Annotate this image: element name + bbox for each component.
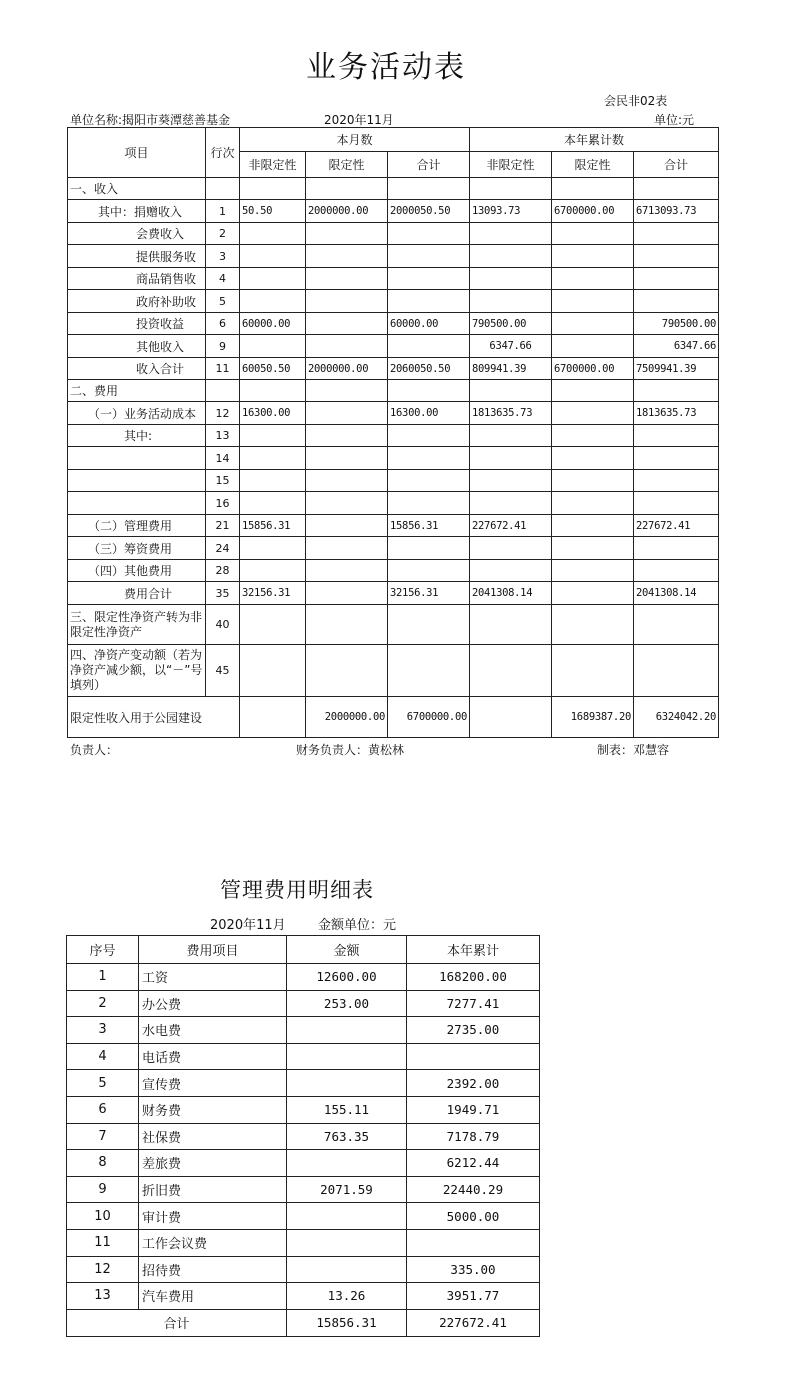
cell-ytd-restricted bbox=[552, 470, 634, 492]
cell-month-restricted bbox=[306, 605, 388, 645]
cell-month-total bbox=[388, 537, 470, 560]
list-item bbox=[67, 1043, 540, 1070]
cell-month-total bbox=[388, 447, 470, 470]
cell-ytd-restricted bbox=[552, 380, 634, 402]
org-name: 单位名称:揭阳市葵潭慈善基金 bbox=[70, 113, 231, 127]
mgmt-header-no: 序号 bbox=[67, 936, 139, 964]
mgmt-ytd: 1949.71 bbox=[407, 1096, 540, 1123]
cell-ytd-total bbox=[634, 560, 719, 582]
row-label: 四、净资产变动额（若为净资产减少额，以“－”号填列） bbox=[68, 645, 206, 697]
mgmt-unit: 金额单位：元 bbox=[318, 918, 397, 933]
list-item bbox=[67, 1017, 540, 1044]
cell-month-restricted bbox=[306, 178, 388, 200]
header-ytd: 本年累计数 bbox=[470, 128, 719, 152]
cell-ytd-total: 790500.00 bbox=[634, 313, 719, 335]
cell-ytd-total: 6347.66 bbox=[634, 335, 719, 358]
cell-ytd-restricted bbox=[552, 515, 634, 537]
cell-ytd-restricted bbox=[552, 313, 634, 335]
cell-month-total bbox=[388, 470, 470, 492]
mgmt-amount: 2071.59 bbox=[287, 1176, 407, 1203]
table-row bbox=[68, 537, 719, 560]
cell-month-total bbox=[388, 335, 470, 358]
mgmt-no: 7 bbox=[67, 1123, 139, 1150]
mgmt-no: 1 bbox=[67, 964, 139, 991]
cell-month-total bbox=[388, 245, 470, 268]
currency-unit: 单位:元 bbox=[654, 113, 695, 127]
row-line-no: 13 bbox=[206, 425, 240, 447]
row-line-no: 6 bbox=[206, 313, 240, 335]
cell-month-unrestricted: 60050.50 bbox=[240, 358, 306, 380]
row-label: 会费收入 bbox=[68, 223, 206, 245]
mgmt-amount bbox=[287, 1256, 407, 1283]
mgmt-amount: 763.35 bbox=[287, 1123, 407, 1150]
header-month-total: 合计 bbox=[388, 152, 470, 178]
mgmt-ytd bbox=[407, 1229, 540, 1256]
cell-ytd-restricted bbox=[552, 492, 634, 515]
row-label: （一）业务活动成本 bbox=[68, 402, 206, 425]
mgmt-amount: 12600.00 bbox=[287, 964, 407, 991]
table-row bbox=[68, 645, 719, 697]
cell-month-unrestricted bbox=[240, 537, 306, 560]
activity-table bbox=[67, 127, 719, 738]
row-label: 费用合计 bbox=[68, 582, 206, 605]
row-line-no: 12 bbox=[206, 402, 240, 425]
table-row bbox=[68, 402, 719, 425]
table-row bbox=[68, 335, 719, 358]
cell-month-unrestricted bbox=[240, 697, 306, 738]
cell-ytd-total: 227672.41 bbox=[634, 515, 719, 537]
cell-ytd-total bbox=[634, 537, 719, 560]
cell-ytd-unrestricted: 227672.41 bbox=[470, 515, 552, 537]
row-label: 三、限定性净资产转为非限定性净资产 bbox=[68, 605, 206, 645]
table-row bbox=[68, 178, 719, 200]
cell-ytd-unrestricted bbox=[470, 537, 552, 560]
mgmt-ytd: 5000.00 bbox=[407, 1203, 540, 1230]
table-row bbox=[68, 380, 719, 402]
list-item bbox=[67, 990, 540, 1017]
cell-ytd-total bbox=[634, 290, 719, 313]
cell-month-restricted bbox=[306, 402, 388, 425]
table-row bbox=[68, 313, 719, 335]
cell-ytd-unrestricted: 809941.39 bbox=[470, 358, 552, 380]
cell-month-total bbox=[388, 380, 470, 402]
row-line-no: 5 bbox=[206, 290, 240, 313]
mgmt-header-ytd: 本年累计 bbox=[407, 936, 540, 964]
mgmt-amount bbox=[287, 1203, 407, 1230]
mgmt-item: 工作会议费 bbox=[139, 1229, 287, 1256]
table-row bbox=[68, 582, 719, 605]
mgmt-ytd: 2735.00 bbox=[407, 1017, 540, 1044]
list-item bbox=[67, 1176, 540, 1203]
mgmt-item: 工资 bbox=[139, 964, 287, 991]
cell-month-total: 32156.31 bbox=[388, 582, 470, 605]
mgmt-ytd: 3951.77 bbox=[407, 1283, 540, 1310]
row-line-no: 15 bbox=[206, 470, 240, 492]
cell-ytd-unrestricted: 13093.73 bbox=[470, 200, 552, 223]
header-month: 本月数 bbox=[240, 128, 470, 152]
cell-ytd-unrestricted: 6347.66 bbox=[470, 335, 552, 358]
table-row bbox=[68, 245, 719, 268]
row-label bbox=[68, 470, 206, 492]
cell-ytd-total: 6713093.73 bbox=[634, 200, 719, 223]
cell-ytd-unrestricted bbox=[470, 605, 552, 645]
mgmt-item: 社保费 bbox=[139, 1123, 287, 1150]
cell-ytd-unrestricted bbox=[470, 645, 552, 697]
cell-ytd-unrestricted bbox=[470, 697, 552, 738]
mgmt-item: 电话费 bbox=[139, 1043, 287, 1070]
row-line-no bbox=[206, 380, 240, 402]
cell-month-total: 16300.00 bbox=[388, 402, 470, 425]
cell-ytd-total bbox=[634, 447, 719, 470]
signature-finance: 财务负责人：黄松林 bbox=[296, 743, 405, 757]
cell-ytd-restricted bbox=[552, 335, 634, 358]
mgmt-item: 宣传费 bbox=[139, 1070, 287, 1097]
mgmt-total-ytd: 227672.41 bbox=[407, 1309, 540, 1336]
cell-ytd-unrestricted bbox=[470, 268, 552, 290]
mgmt-ytd: 7277.41 bbox=[407, 990, 540, 1017]
signature-preparer: 制表：邓慧容 bbox=[597, 743, 670, 757]
mgmt-ytd: 335.00 bbox=[407, 1256, 540, 1283]
mgmt-no: 6 bbox=[67, 1096, 139, 1123]
mgmt-no: 4 bbox=[67, 1043, 139, 1070]
mgmt-item: 水电费 bbox=[139, 1017, 287, 1044]
cell-month-restricted bbox=[306, 268, 388, 290]
cell-month-unrestricted bbox=[240, 425, 306, 447]
table-row bbox=[68, 447, 719, 470]
mgmt-amount: 253.00 bbox=[287, 990, 407, 1017]
cell-month-unrestricted: 15856.31 bbox=[240, 515, 306, 537]
cell-month-restricted bbox=[306, 470, 388, 492]
cell-month-total: 60000.00 bbox=[388, 313, 470, 335]
mgmt-header-amount: 金额 bbox=[287, 936, 407, 964]
row-label: 投资收益 bbox=[68, 313, 206, 335]
row-line-no: 14 bbox=[206, 447, 240, 470]
row-label: （二）管理费用 bbox=[68, 515, 206, 537]
cell-ytd-restricted bbox=[552, 645, 634, 697]
cell-ytd-restricted bbox=[552, 290, 634, 313]
mgmt-total-label: 合计 bbox=[67, 1309, 287, 1336]
cell-ytd-restricted bbox=[552, 582, 634, 605]
row-line-no: 11 bbox=[206, 358, 240, 380]
cell-month-restricted bbox=[306, 245, 388, 268]
mgmt-header-item: 费用项目 bbox=[139, 936, 287, 964]
list-item bbox=[67, 1229, 540, 1256]
row-line-no: 3 bbox=[206, 245, 240, 268]
row-label bbox=[68, 447, 206, 470]
cell-ytd-total bbox=[634, 178, 719, 200]
cell-month-unrestricted bbox=[240, 223, 306, 245]
table-row bbox=[68, 605, 719, 645]
table-row bbox=[68, 560, 719, 582]
row-line-no: 45 bbox=[206, 645, 240, 697]
cell-month-total bbox=[388, 268, 470, 290]
cell-ytd-restricted bbox=[552, 425, 634, 447]
table-row bbox=[68, 492, 719, 515]
header-ytd-restricted: 限定性 bbox=[552, 152, 634, 178]
cell-month-total bbox=[388, 605, 470, 645]
cell-month-unrestricted: 60000.00 bbox=[240, 313, 306, 335]
cell-month-restricted: 2000000.00 bbox=[306, 697, 388, 738]
cell-month-unrestricted bbox=[240, 645, 306, 697]
header-item: 项目 bbox=[68, 128, 206, 178]
cell-ytd-unrestricted: 790500.00 bbox=[470, 313, 552, 335]
list-item bbox=[67, 1123, 540, 1150]
row-label: 提供服务收 bbox=[68, 245, 206, 268]
header-month-unrestricted: 非限定性 bbox=[240, 152, 306, 178]
cell-ytd-restricted bbox=[552, 560, 634, 582]
row-label: 商品销售收 bbox=[68, 268, 206, 290]
cell-ytd-restricted: 6700000.00 bbox=[552, 200, 634, 223]
table-row bbox=[68, 268, 719, 290]
cell-month-restricted: 2000000.00 bbox=[306, 200, 388, 223]
form-code: 会民非02表 bbox=[604, 94, 668, 108]
table-row bbox=[68, 358, 719, 380]
cell-month-restricted bbox=[306, 290, 388, 313]
cell-month-unrestricted: 16300.00 bbox=[240, 402, 306, 425]
cell-month-total: 15856.31 bbox=[388, 515, 470, 537]
row-label: 其中：捐赠收入 bbox=[68, 200, 206, 223]
list-item bbox=[67, 1256, 540, 1283]
activity-title: 业务活动表 bbox=[306, 50, 466, 85]
cell-month-unrestricted bbox=[240, 268, 306, 290]
mgmt-ytd: 7178.79 bbox=[407, 1123, 540, 1150]
mgmt-item: 审计费 bbox=[139, 1203, 287, 1230]
mgmt-item: 差旅费 bbox=[139, 1150, 287, 1177]
cell-month-restricted bbox=[306, 492, 388, 515]
signature-head: 负责人： bbox=[70, 743, 119, 757]
header-ytd-unrestricted: 非限定性 bbox=[470, 152, 552, 178]
cell-month-restricted bbox=[306, 313, 388, 335]
cell-ytd-total bbox=[634, 470, 719, 492]
cell-month-restricted bbox=[306, 447, 388, 470]
list-item bbox=[67, 1203, 540, 1230]
cell-month-restricted bbox=[306, 537, 388, 560]
row-label: 限定性收入用于公园建设 bbox=[68, 697, 240, 738]
cell-ytd-total bbox=[634, 380, 719, 402]
mgmt-item: 汽车费用 bbox=[139, 1283, 287, 1310]
row-label bbox=[68, 492, 206, 515]
cell-month-total bbox=[388, 645, 470, 697]
row-label: 收入合计 bbox=[68, 358, 206, 380]
cell-ytd-total bbox=[634, 645, 719, 697]
cell-month-restricted: 2000000.00 bbox=[306, 358, 388, 380]
mgmt-ytd bbox=[407, 1043, 540, 1070]
mgmt-amount: 13.26 bbox=[287, 1283, 407, 1310]
cell-ytd-restricted bbox=[552, 245, 634, 268]
cell-ytd-total bbox=[634, 223, 719, 245]
cell-ytd-total: 7509941.39 bbox=[634, 358, 719, 380]
row-label: 一、收入 bbox=[68, 178, 206, 200]
cell-ytd-unrestricted bbox=[470, 223, 552, 245]
mgmt-item: 财务费 bbox=[139, 1096, 287, 1123]
list-item bbox=[67, 1096, 540, 1123]
cell-month-unrestricted: 32156.31 bbox=[240, 582, 306, 605]
cell-month-restricted bbox=[306, 582, 388, 605]
cell-ytd-total bbox=[634, 245, 719, 268]
report-period: 2020年11月 bbox=[324, 113, 394, 127]
cell-month-total bbox=[388, 425, 470, 447]
mgmt-no: 12 bbox=[67, 1256, 139, 1283]
cell-month-unrestricted bbox=[240, 290, 306, 313]
row-line-no: 28 bbox=[206, 560, 240, 582]
cell-ytd-restricted bbox=[552, 447, 634, 470]
cell-month-unrestricted bbox=[240, 447, 306, 470]
cell-month-restricted bbox=[306, 380, 388, 402]
row-line-no: 40 bbox=[206, 605, 240, 645]
row-label: 其中: bbox=[68, 425, 206, 447]
mgmt-amount bbox=[287, 1070, 407, 1097]
table-row bbox=[68, 697, 719, 738]
cell-month-total bbox=[388, 492, 470, 515]
mgmt-title: 管理费用明细表 bbox=[220, 878, 374, 902]
cell-ytd-restricted bbox=[552, 605, 634, 645]
cell-ytd-restricted bbox=[552, 402, 634, 425]
cell-ytd-unrestricted bbox=[470, 380, 552, 402]
mgmt-amount bbox=[287, 1229, 407, 1256]
mgmt-no: 11 bbox=[67, 1229, 139, 1256]
cell-ytd-total: 1813635.73 bbox=[634, 402, 719, 425]
row-line-no: 9 bbox=[206, 335, 240, 358]
cell-month-total bbox=[388, 560, 470, 582]
cell-ytd-restricted: 1689387.20 bbox=[552, 697, 634, 738]
mgmt-no: 5 bbox=[67, 1070, 139, 1097]
row-label: 二、费用 bbox=[68, 380, 206, 402]
row-line-no: 24 bbox=[206, 537, 240, 560]
cell-ytd-unrestricted bbox=[470, 178, 552, 200]
cell-ytd-restricted bbox=[552, 178, 634, 200]
mgmt-ytd: 2392.00 bbox=[407, 1070, 540, 1097]
cell-ytd-unrestricted bbox=[470, 470, 552, 492]
table-row bbox=[68, 290, 719, 313]
cell-month-unrestricted bbox=[240, 245, 306, 268]
mgmt-amount bbox=[287, 1150, 407, 1177]
cell-month-unrestricted bbox=[240, 335, 306, 358]
list-item bbox=[67, 1283, 540, 1310]
table-row bbox=[68, 200, 719, 223]
cell-month-restricted bbox=[306, 515, 388, 537]
cell-ytd-total bbox=[634, 492, 719, 515]
cell-ytd-unrestricted bbox=[470, 560, 552, 582]
cell-ytd-restricted: 6700000.00 bbox=[552, 358, 634, 380]
mgmt-no: 13 bbox=[67, 1283, 139, 1310]
cell-month-unrestricted bbox=[240, 380, 306, 402]
cell-month-restricted bbox=[306, 645, 388, 697]
cell-month-unrestricted bbox=[240, 470, 306, 492]
mgmt-item: 折旧费 bbox=[139, 1176, 287, 1203]
mgmt-amount bbox=[287, 1017, 407, 1044]
cell-ytd-unrestricted bbox=[470, 245, 552, 268]
cell-month-total: 6700000.00 bbox=[388, 697, 470, 738]
cell-month-restricted bbox=[306, 335, 388, 358]
total-row bbox=[67, 1309, 540, 1336]
cell-month-restricted bbox=[306, 425, 388, 447]
mgmt-ytd: 22440.29 bbox=[407, 1176, 540, 1203]
mgmt-item: 招待费 bbox=[139, 1256, 287, 1283]
row-line-no bbox=[206, 178, 240, 200]
cell-month-unrestricted bbox=[240, 178, 306, 200]
cell-ytd-total bbox=[634, 268, 719, 290]
mgmt-no: 8 bbox=[67, 1150, 139, 1177]
mgmt-ytd: 168200.00 bbox=[407, 964, 540, 991]
cell-ytd-total: 2041308.14 bbox=[634, 582, 719, 605]
row-label: （三）筹资费用 bbox=[68, 537, 206, 560]
cell-month-restricted bbox=[306, 223, 388, 245]
cell-ytd-unrestricted bbox=[470, 425, 552, 447]
mgmt-no: 9 bbox=[67, 1176, 139, 1203]
cell-ytd-total bbox=[634, 605, 719, 645]
cell-month-unrestricted: 50.50 bbox=[240, 200, 306, 223]
mgmt-no: 3 bbox=[67, 1017, 139, 1044]
mgmt-item: 办公费 bbox=[139, 990, 287, 1017]
row-label: 政府补助收 bbox=[68, 290, 206, 313]
row-label: 其他收入 bbox=[68, 335, 206, 358]
mgmt-amount bbox=[287, 1043, 407, 1070]
table-row bbox=[68, 515, 719, 537]
table-row bbox=[68, 223, 719, 245]
list-item bbox=[67, 1070, 540, 1097]
row-line-no: 21 bbox=[206, 515, 240, 537]
list-item bbox=[67, 964, 540, 991]
mgmt-ytd: 6212.44 bbox=[407, 1150, 540, 1177]
row-line-no: 16 bbox=[206, 492, 240, 515]
cell-month-total bbox=[388, 290, 470, 313]
row-label: （四）其他费用 bbox=[68, 560, 206, 582]
table-row bbox=[68, 425, 719, 447]
mgmt-no: 2 bbox=[67, 990, 139, 1017]
cell-month-unrestricted bbox=[240, 492, 306, 515]
cell-ytd-restricted bbox=[552, 268, 634, 290]
cell-ytd-unrestricted bbox=[470, 290, 552, 313]
table-row bbox=[68, 470, 719, 492]
row-line-no: 4 bbox=[206, 268, 240, 290]
cell-month-total: 2060050.50 bbox=[388, 358, 470, 380]
row-line-no: 35 bbox=[206, 582, 240, 605]
cell-month-total: 2000050.50 bbox=[388, 200, 470, 223]
cell-ytd-total: 6324042.20 bbox=[634, 697, 719, 738]
cell-month-restricted bbox=[306, 560, 388, 582]
cell-ytd-total bbox=[634, 425, 719, 447]
mgmt-amount: 155.11 bbox=[287, 1096, 407, 1123]
cell-ytd-unrestricted bbox=[470, 447, 552, 470]
mgmt-period: 2020年11月 bbox=[210, 918, 286, 933]
cell-ytd-restricted bbox=[552, 223, 634, 245]
cell-ytd-unrestricted: 2041308.14 bbox=[470, 582, 552, 605]
header-line: 行次 bbox=[206, 128, 240, 178]
cell-month-unrestricted bbox=[240, 605, 306, 645]
mgmt-table bbox=[66, 935, 540, 1337]
mgmt-no: 10 bbox=[67, 1203, 139, 1230]
cell-ytd-restricted bbox=[552, 537, 634, 560]
cell-month-total bbox=[388, 223, 470, 245]
mgmt-total-amount: 15856.31 bbox=[287, 1309, 407, 1336]
list-item bbox=[67, 1150, 540, 1177]
cell-ytd-unrestricted bbox=[470, 492, 552, 515]
cell-month-unrestricted bbox=[240, 560, 306, 582]
header-month-restricted: 限定性 bbox=[306, 152, 388, 178]
row-line-no: 1 bbox=[206, 200, 240, 223]
cell-ytd-unrestricted: 1813635.73 bbox=[470, 402, 552, 425]
header-ytd-total: 合计 bbox=[634, 152, 719, 178]
cell-month-total bbox=[388, 178, 470, 200]
row-line-no: 2 bbox=[206, 223, 240, 245]
